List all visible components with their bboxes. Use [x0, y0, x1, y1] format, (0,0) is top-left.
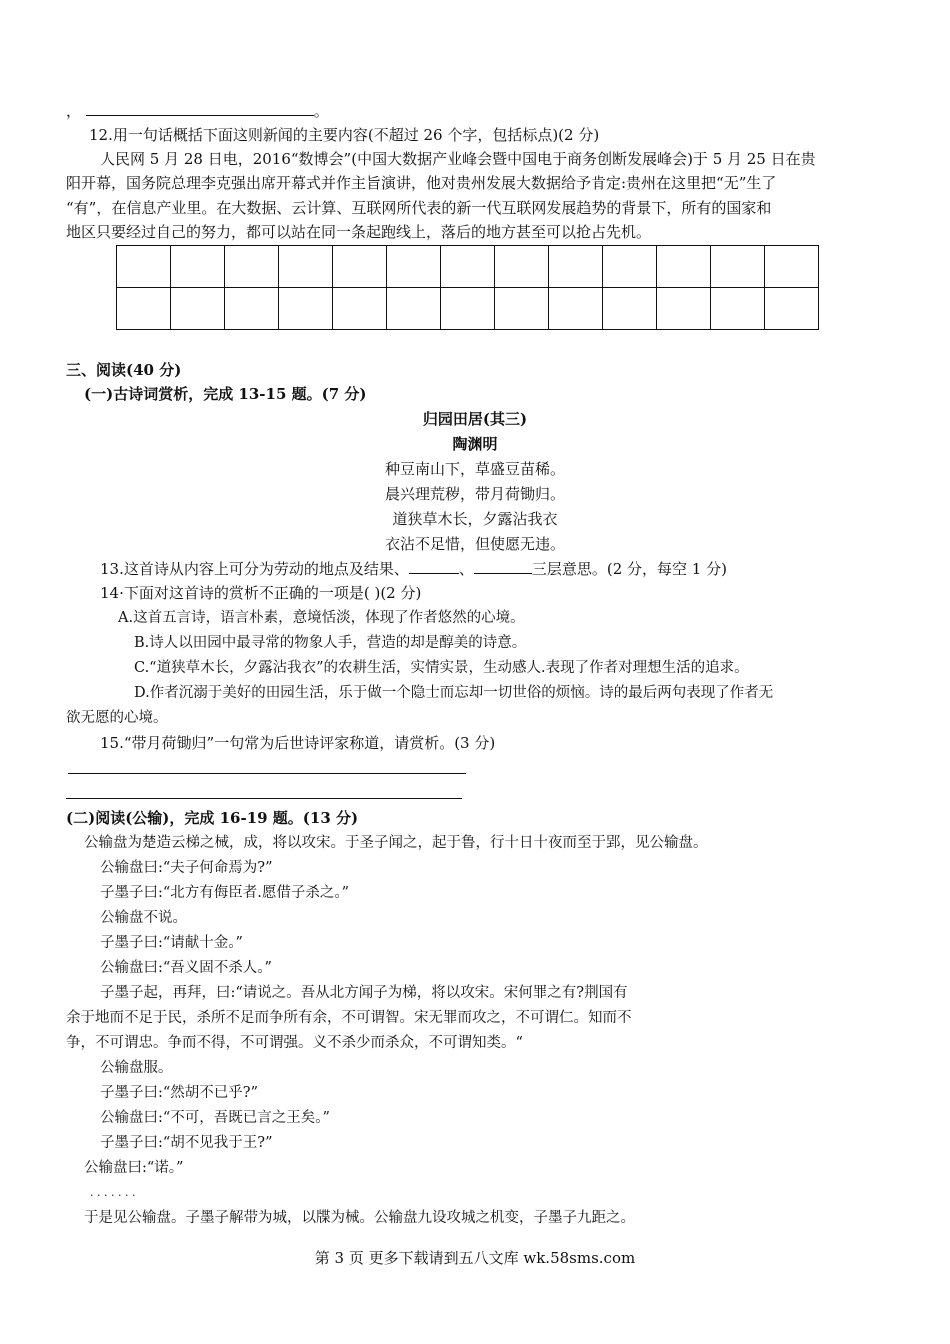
poem-line-1: 种豆南山下，草盛豆苗稀。: [384, 460, 565, 478]
grid-row: [117, 288, 819, 330]
grid-cell[interactable]: [441, 246, 495, 288]
passage-line-1: 公输盘为楚造云梯之械，成，将以攻宋。于圣子闻之，起于鲁，行十日十夜而至于郢，见公输盘。: [84, 835, 708, 851]
grid-cell[interactable]: [603, 288, 657, 330]
question-12: 12.用一句话概括下面这则新闻的主要内容(不超过 26 个字，包括标点)(2 分): [89, 126, 600, 144]
grid-cell[interactable]: [117, 288, 171, 330]
passage-line-7: 子墨子起，再拜，曰:“请说之。吾从北方闻子为梯，将以攻宋。宋何罪之有?荆国有: [100, 985, 628, 1001]
grid-cell[interactable]: [333, 288, 387, 330]
passage-line-5: 子墨子曰:“请献十金。”: [100, 935, 243, 951]
grid-cell[interactable]: [765, 288, 819, 330]
passage-line-12: 公输盘曰:“不可，吾既已言之王矣。”: [100, 1110, 330, 1126]
grid-cell[interactable]: [387, 288, 441, 330]
news-line-3: “有”，在信息产业里。在大数据、云计算、互联网所代表的新一代互联网发展趋势的背景下，所有的国家和: [66, 199, 772, 217]
passage-line-9: 争，不可谓忠。争而不得，不可谓强。义不杀少而杀众，不可谓知类。“: [66, 1035, 523, 1051]
page-footer: 第 3 页 更多下载请到五八文库 wk.58sms.com: [314, 1249, 636, 1267]
poem-line-3: 道狭草木长，夕露沾我衣: [392, 510, 558, 528]
poem-line-2: 晨兴理荒秽，带月荷锄归。: [384, 485, 565, 503]
grid-cell[interactable]: [279, 246, 333, 288]
question-13: [100, 558, 727, 580]
grid-cell[interactable]: [117, 246, 171, 288]
passage-line-3: 子墨子曰:“北方有侮臣者.愿借子杀之。”: [100, 885, 350, 901]
answer-line-15a[interactable]: [68, 773, 466, 774]
grid-cell[interactable]: [657, 288, 711, 330]
passage-line-11: 子墨子曰:“然胡不已乎?”: [100, 1085, 258, 1101]
answer-line-11: [66, 100, 329, 122]
passage-line-10: 公输盘服。: [100, 1060, 173, 1076]
grid-cell[interactable]: [225, 246, 279, 288]
question-15: 15.“带月荷锄归”一句常为后世诗评家称道，请赏析。(3 分): [100, 734, 496, 752]
grid-cell[interactable]: [495, 288, 549, 330]
passage-line-2: 公输盘曰:“夫子何命焉为?”: [100, 860, 273, 876]
grid-cell[interactable]: [711, 246, 765, 288]
passage-line-14: 公输盘曰:“诺。”: [84, 1160, 184, 1176]
grid-cell[interactable]: [333, 246, 387, 288]
grid-cell[interactable]: [279, 288, 333, 330]
q13-blank-2[interactable]: [474, 559, 532, 574]
news-line-2: 阳开幕，国务院总理李克强出席开幕式并作主旨演讲，他对贵州发展大数据给予肯定:贵州在这里把“无”生了: [66, 174, 777, 192]
grid-cell[interactable]: [495, 246, 549, 288]
grid-cell[interactable]: [171, 246, 225, 288]
answer-grid[interactable]: [116, 245, 819, 330]
option-d-line-1: D.作者沉溺于美好的田园生活，乐于做一个隐士而忘却一切世俗的烦恼。诗的最后两句表现了作者无: [134, 685, 774, 701]
passage-line-13: 子墨子曰:“胡不见我于王?”: [100, 1135, 273, 1151]
passage-ellipsis: . . . . . . .: [90, 1186, 136, 1199]
grid-cell[interactable]: [765, 246, 819, 288]
section-heading: 三、阅读(40 分): [66, 361, 182, 379]
part1-heading: (一)古诗词赏析，完成 13-15 题。(7 分): [84, 385, 367, 403]
poem-line-4: 衣沾不足惜，但使愿无违。: [384, 535, 565, 553]
option-a: A.这首五言诗，语言朴素，意境恬淡，体现了作者悠然的心境。: [118, 610, 525, 626]
q13-separator: 、: [458, 560, 474, 578]
part2-heading: (二)阅读(公输)，完成 16-19 题。(13 分): [66, 809, 359, 827]
grid-cell[interactable]: [225, 288, 279, 330]
passage-line-6: 公输盘曰:“吾义固不杀人。”: [100, 960, 272, 976]
grid-cell[interactable]: [549, 246, 603, 288]
passage-line-15: 于是见公输盘。子墨子解带为城，以牒为械。公输盘九设攻城之机变，子墨子九距之。: [84, 1210, 635, 1226]
passage-line-8: 余于地而不足于民，杀所不足而争所有余，不可谓智。宋无罪而攻之，不可谓仁。知而不: [66, 1010, 632, 1026]
q13-text-a: 13.这首诗从内容上可分为劳动的地点及结果、: [100, 560, 409, 578]
grid-cell[interactable]: [441, 288, 495, 330]
question-14: 14·下面对这首诗的赏析不正确的一项是( )(2 分): [100, 584, 422, 602]
option-b: B.诗人以田园中最寻常的物象人手，营造的却是醇美的诗意。: [134, 635, 527, 651]
grid-cell[interactable]: [603, 246, 657, 288]
poem-author: 陶渊明: [452, 435, 498, 453]
answer-blank[interactable]: [86, 101, 314, 116]
end-mark: 。: [313, 102, 329, 120]
option-c: C.“道狭草木长，夕露沾我衣”的农耕生活，实情实景，生动感人.表现了作者对理想生活的追求。: [134, 660, 749, 676]
news-line-1: 人民网 5 月 28 日电，2016“数博会”(中国大数据产业峰会暨中国电于商务创断发展峰会)于 5 月 25 日在贵: [100, 150, 816, 168]
poem-title: 归园田居(其三): [422, 410, 528, 428]
grid-cell[interactable]: [711, 288, 765, 330]
news-line-4: 地区只要经过自己的努力，都可以站在同一条起跑线上，落后的地方甚至可以抢占先机。: [66, 223, 652, 241]
grid-cell[interactable]: [657, 246, 711, 288]
answer-line-15b[interactable]: [66, 798, 462, 799]
passage-line-4: 公输盘不说。: [100, 910, 187, 926]
grid-cell[interactable]: [387, 246, 441, 288]
lead-comma: ，: [66, 102, 82, 120]
grid-cell[interactable]: [549, 288, 603, 330]
q13-blank-1[interactable]: [409, 559, 459, 574]
q13-text-b: 三层意思。(2 分，每空 1 分): [531, 560, 727, 578]
grid-row: [117, 246, 819, 288]
option-d-line-2: 欲无愿的心境。: [66, 710, 168, 726]
grid-cell[interactable]: [171, 288, 225, 330]
